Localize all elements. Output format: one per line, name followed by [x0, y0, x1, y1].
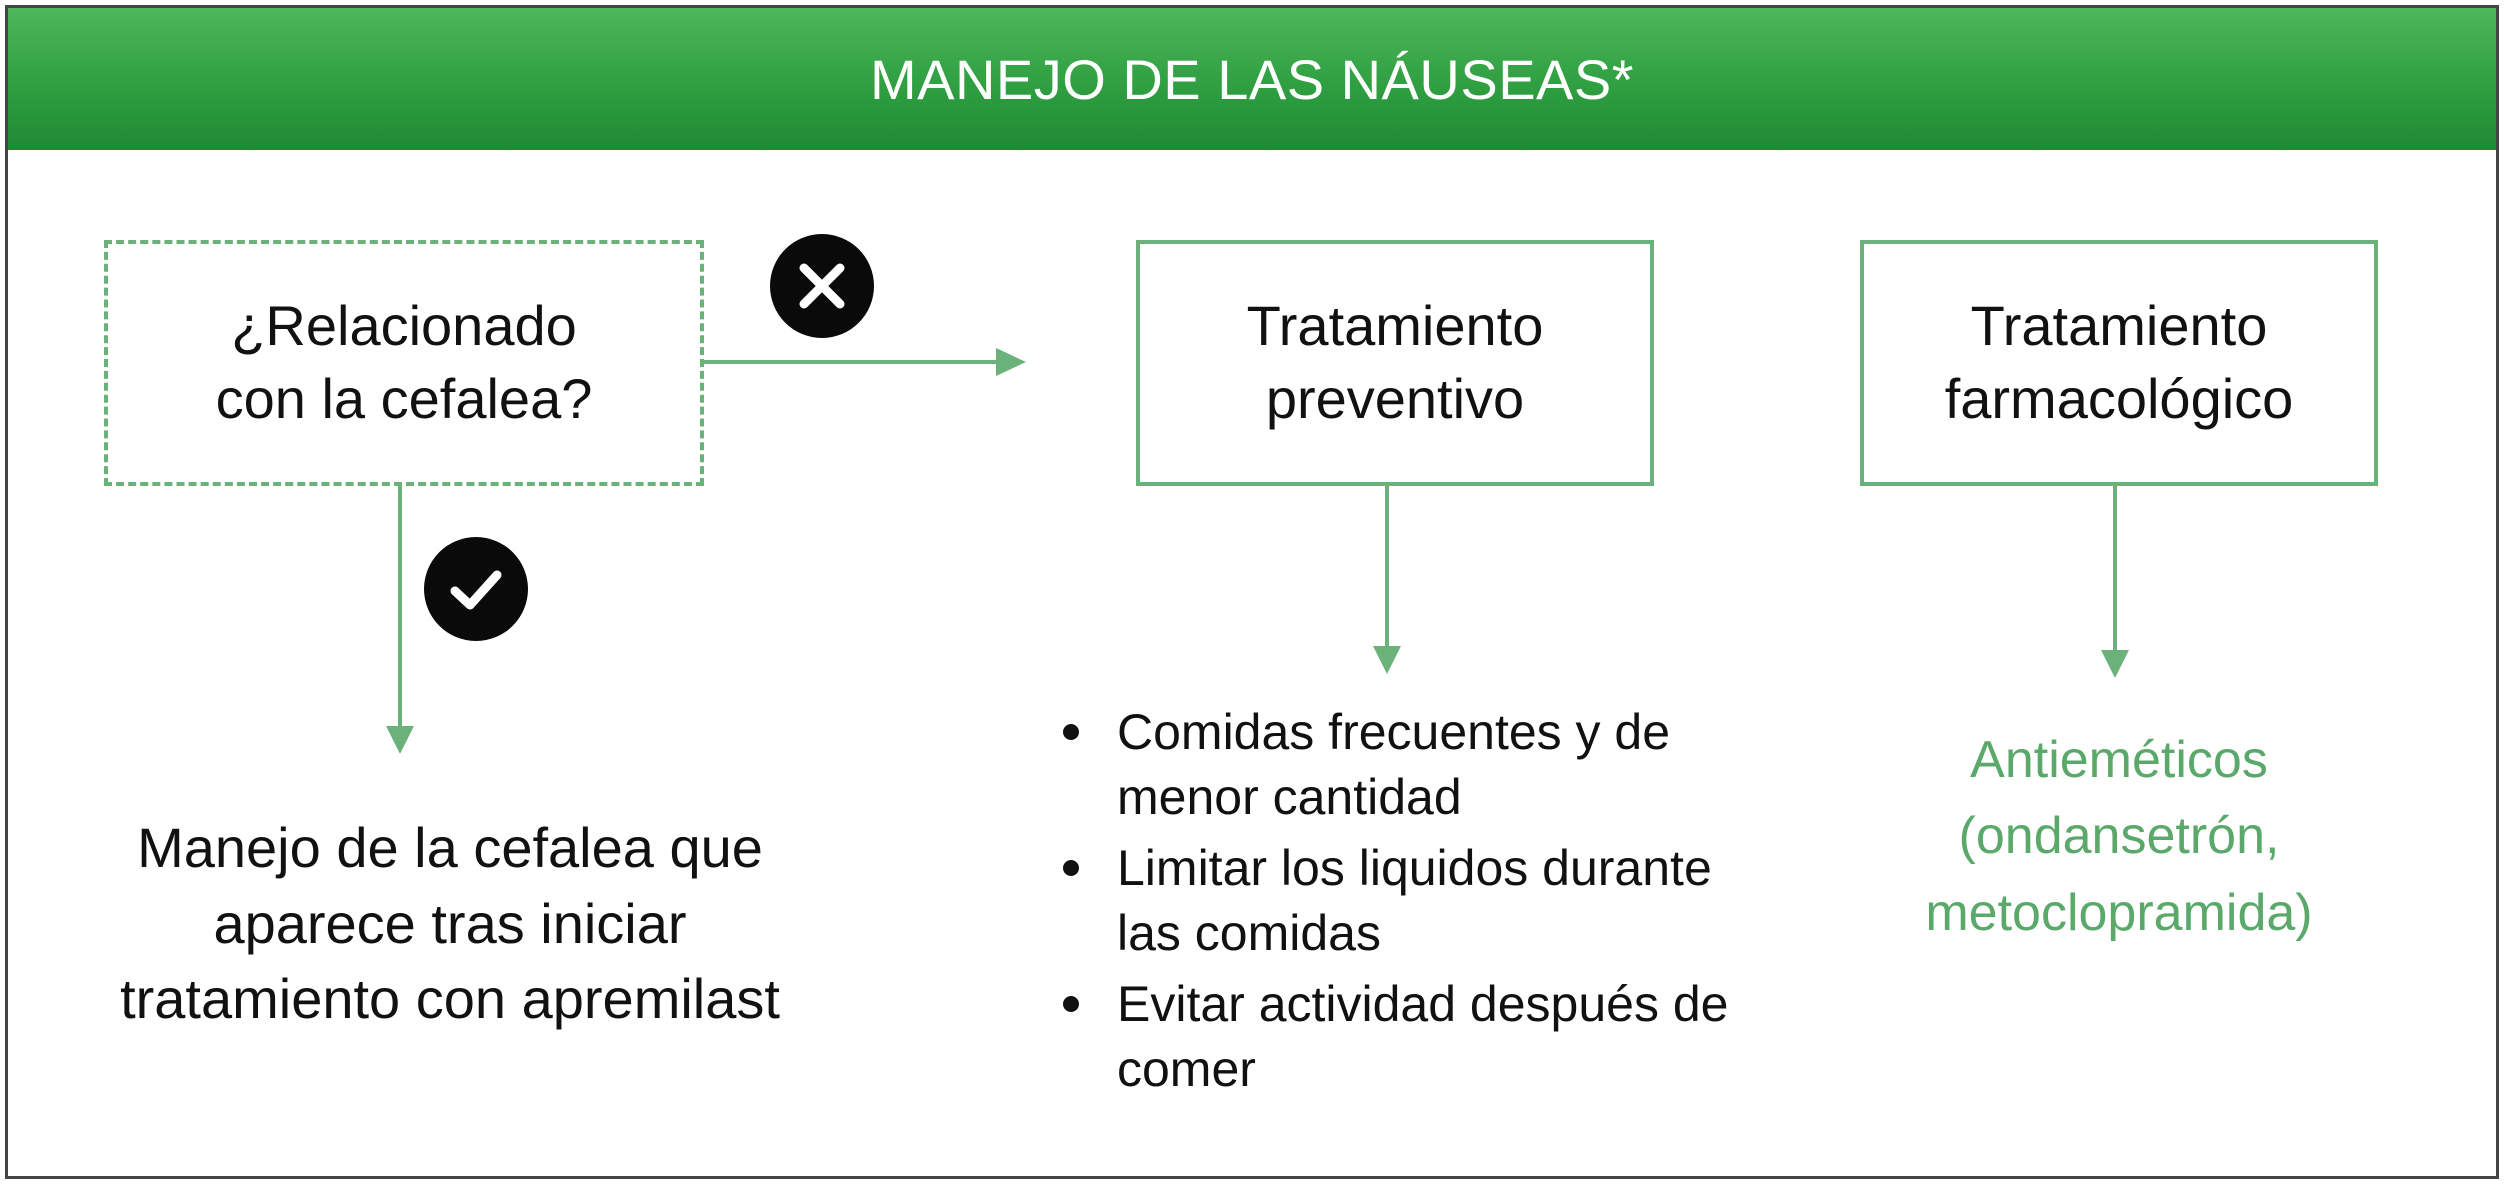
arrow-pharmacologic-head [2101, 650, 2129, 678]
bullet-icon [1063, 996, 1079, 1012]
decision-box [104, 240, 704, 486]
bullet-icon [1063, 860, 1079, 876]
pharmacologic-treatment-title: Tratamiento farmacológico [1944, 294, 2294, 430]
preventive-treatment-box [1136, 240, 1654, 486]
arrow-no-head [996, 348, 1026, 376]
list-item-text: Limitar los liquidos durante las comidas [1117, 840, 1712, 961]
bullet-icon [1063, 724, 1079, 740]
list-item-text: Evitar actividad después de comer [1117, 976, 1729, 1097]
list-item [1045, 836, 1865, 966]
decision-question: ¿Relacionado con la cefalea? [215, 294, 593, 430]
x-circle-icon [770, 234, 874, 338]
arrow-preventive-head [1373, 646, 1401, 674]
pharmacologic-treatment-box [1860, 240, 2378, 486]
check-circle-icon [424, 537, 528, 641]
list-item-text: Comidas frecuentes y de menor cantidad [1117, 704, 1671, 825]
arrow-yes-head [386, 726, 414, 754]
diagram-title: MANEJO DE LAS NÁUSEAS* [869, 47, 1635, 111]
antiemetics-text: Antieméticos (ondansetrón, metoclopramida) [1925, 731, 2313, 942]
list-item [1045, 972, 1865, 1102]
preventive-measures-list [1045, 700, 1865, 1108]
list-item [1045, 700, 1865, 830]
preventive-treatment-title: Tratamiento preventivo [1246, 294, 1544, 430]
yes-outcome-text: Manejo de la cefalea que aparece tras iniciar tratamiento con apremilast [120, 816, 780, 1031]
